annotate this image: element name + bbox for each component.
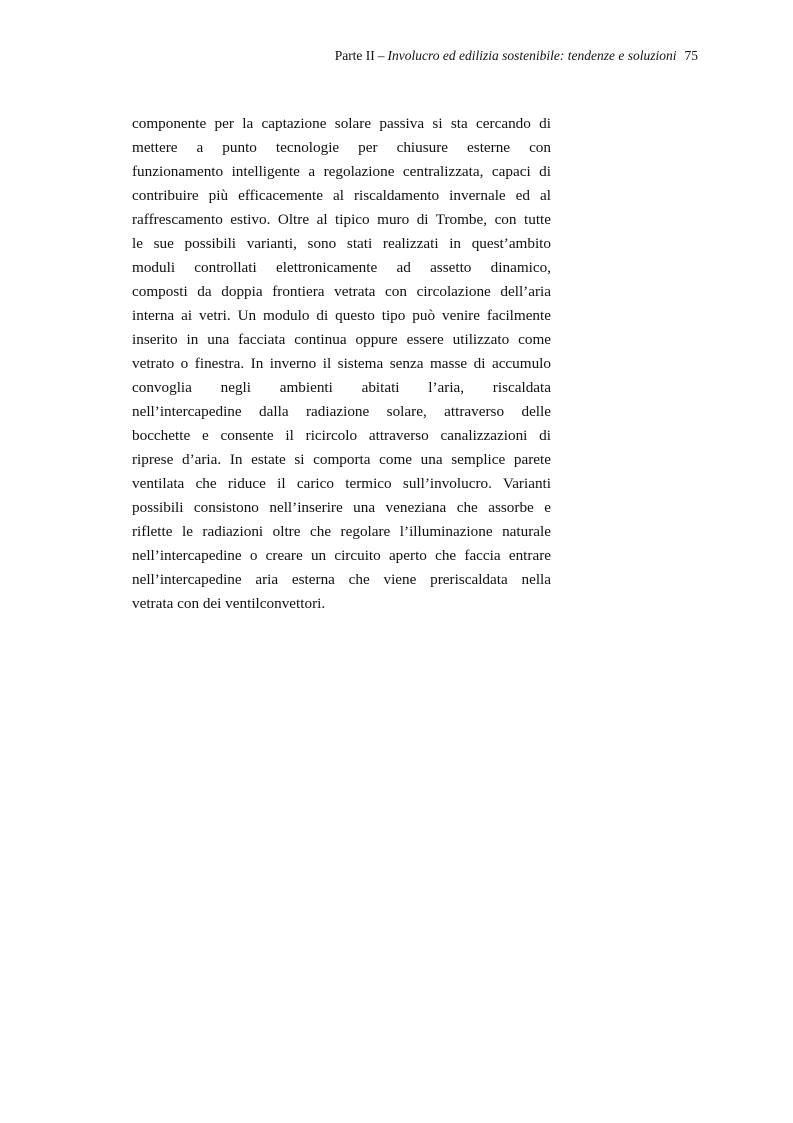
running-header [335,47,698,65]
text-line: componente per la captazione solare passiva si sta cercando di [132,115,551,132]
header-separator: – [377,48,385,63]
text-line: mettere a punto tecnologie per chiusure esterne con [132,139,551,156]
text-line: composti da doppia frontiera vetrata con circolazione dell’aria [132,283,551,300]
text-line: vetrata con dei ventilconvettori. [132,595,326,612]
text-line: inserito in una facciata continua oppure essere utilizzato come [132,331,551,348]
text-line: moduli controllati elettronicamente ad assetto dinamico, [132,259,551,276]
text-line: possibili consistono nell’inserire una veneziana che assorbe e [132,499,551,516]
text-line: convoglia negli ambienti abitati l’aria, riscaldata [132,379,551,396]
header-section-title: Involucro ed edilizia sostenibile: tendenze e soluzioni [387,48,677,63]
text-line: contribuire più efficacemente al riscaldamento invernale ed al [132,187,551,204]
text-line: le sue possibili varianti, sono stati realizzati in quest’ambito [132,235,551,252]
text-line: interna ai vetri. Un modulo di questo tipo può venire facilmente [132,307,551,324]
text-line: riflette le radiazioni oltre che regolare l’illuminazione naturale [132,523,551,540]
text-line: nell’intercapedine dalla radiazione solare, attraverso delle [132,403,551,420]
text-line: nell’intercapedine aria esterna che viene preriscaldata nella [132,571,551,588]
text-line: bocchette e consente il ricircolo attraverso canalizzazioni di [132,427,551,444]
text-line: raffrescamento estivo. Oltre al tipico muro di Trombe, con tutte [132,211,551,228]
text-line: riprese d’aria. In estate si comporta come una semplice parete [132,451,551,468]
header-part: Parte II [334,48,375,63]
body-paragraph [132,112,551,616]
text-line: nell’intercapedine o creare un circuito aperto che faccia entrare [132,547,551,564]
text-line: funzionamento intelligente a regolazione centralizzata, capaci di [132,163,551,180]
text-line: ventilata che riduce il carico termico sull’involucro. Varianti [132,475,551,492]
page-number: 75 [684,48,698,63]
text-line: vetrato o finestra. In inverno il sistema senza masse di accumulo [132,355,551,372]
